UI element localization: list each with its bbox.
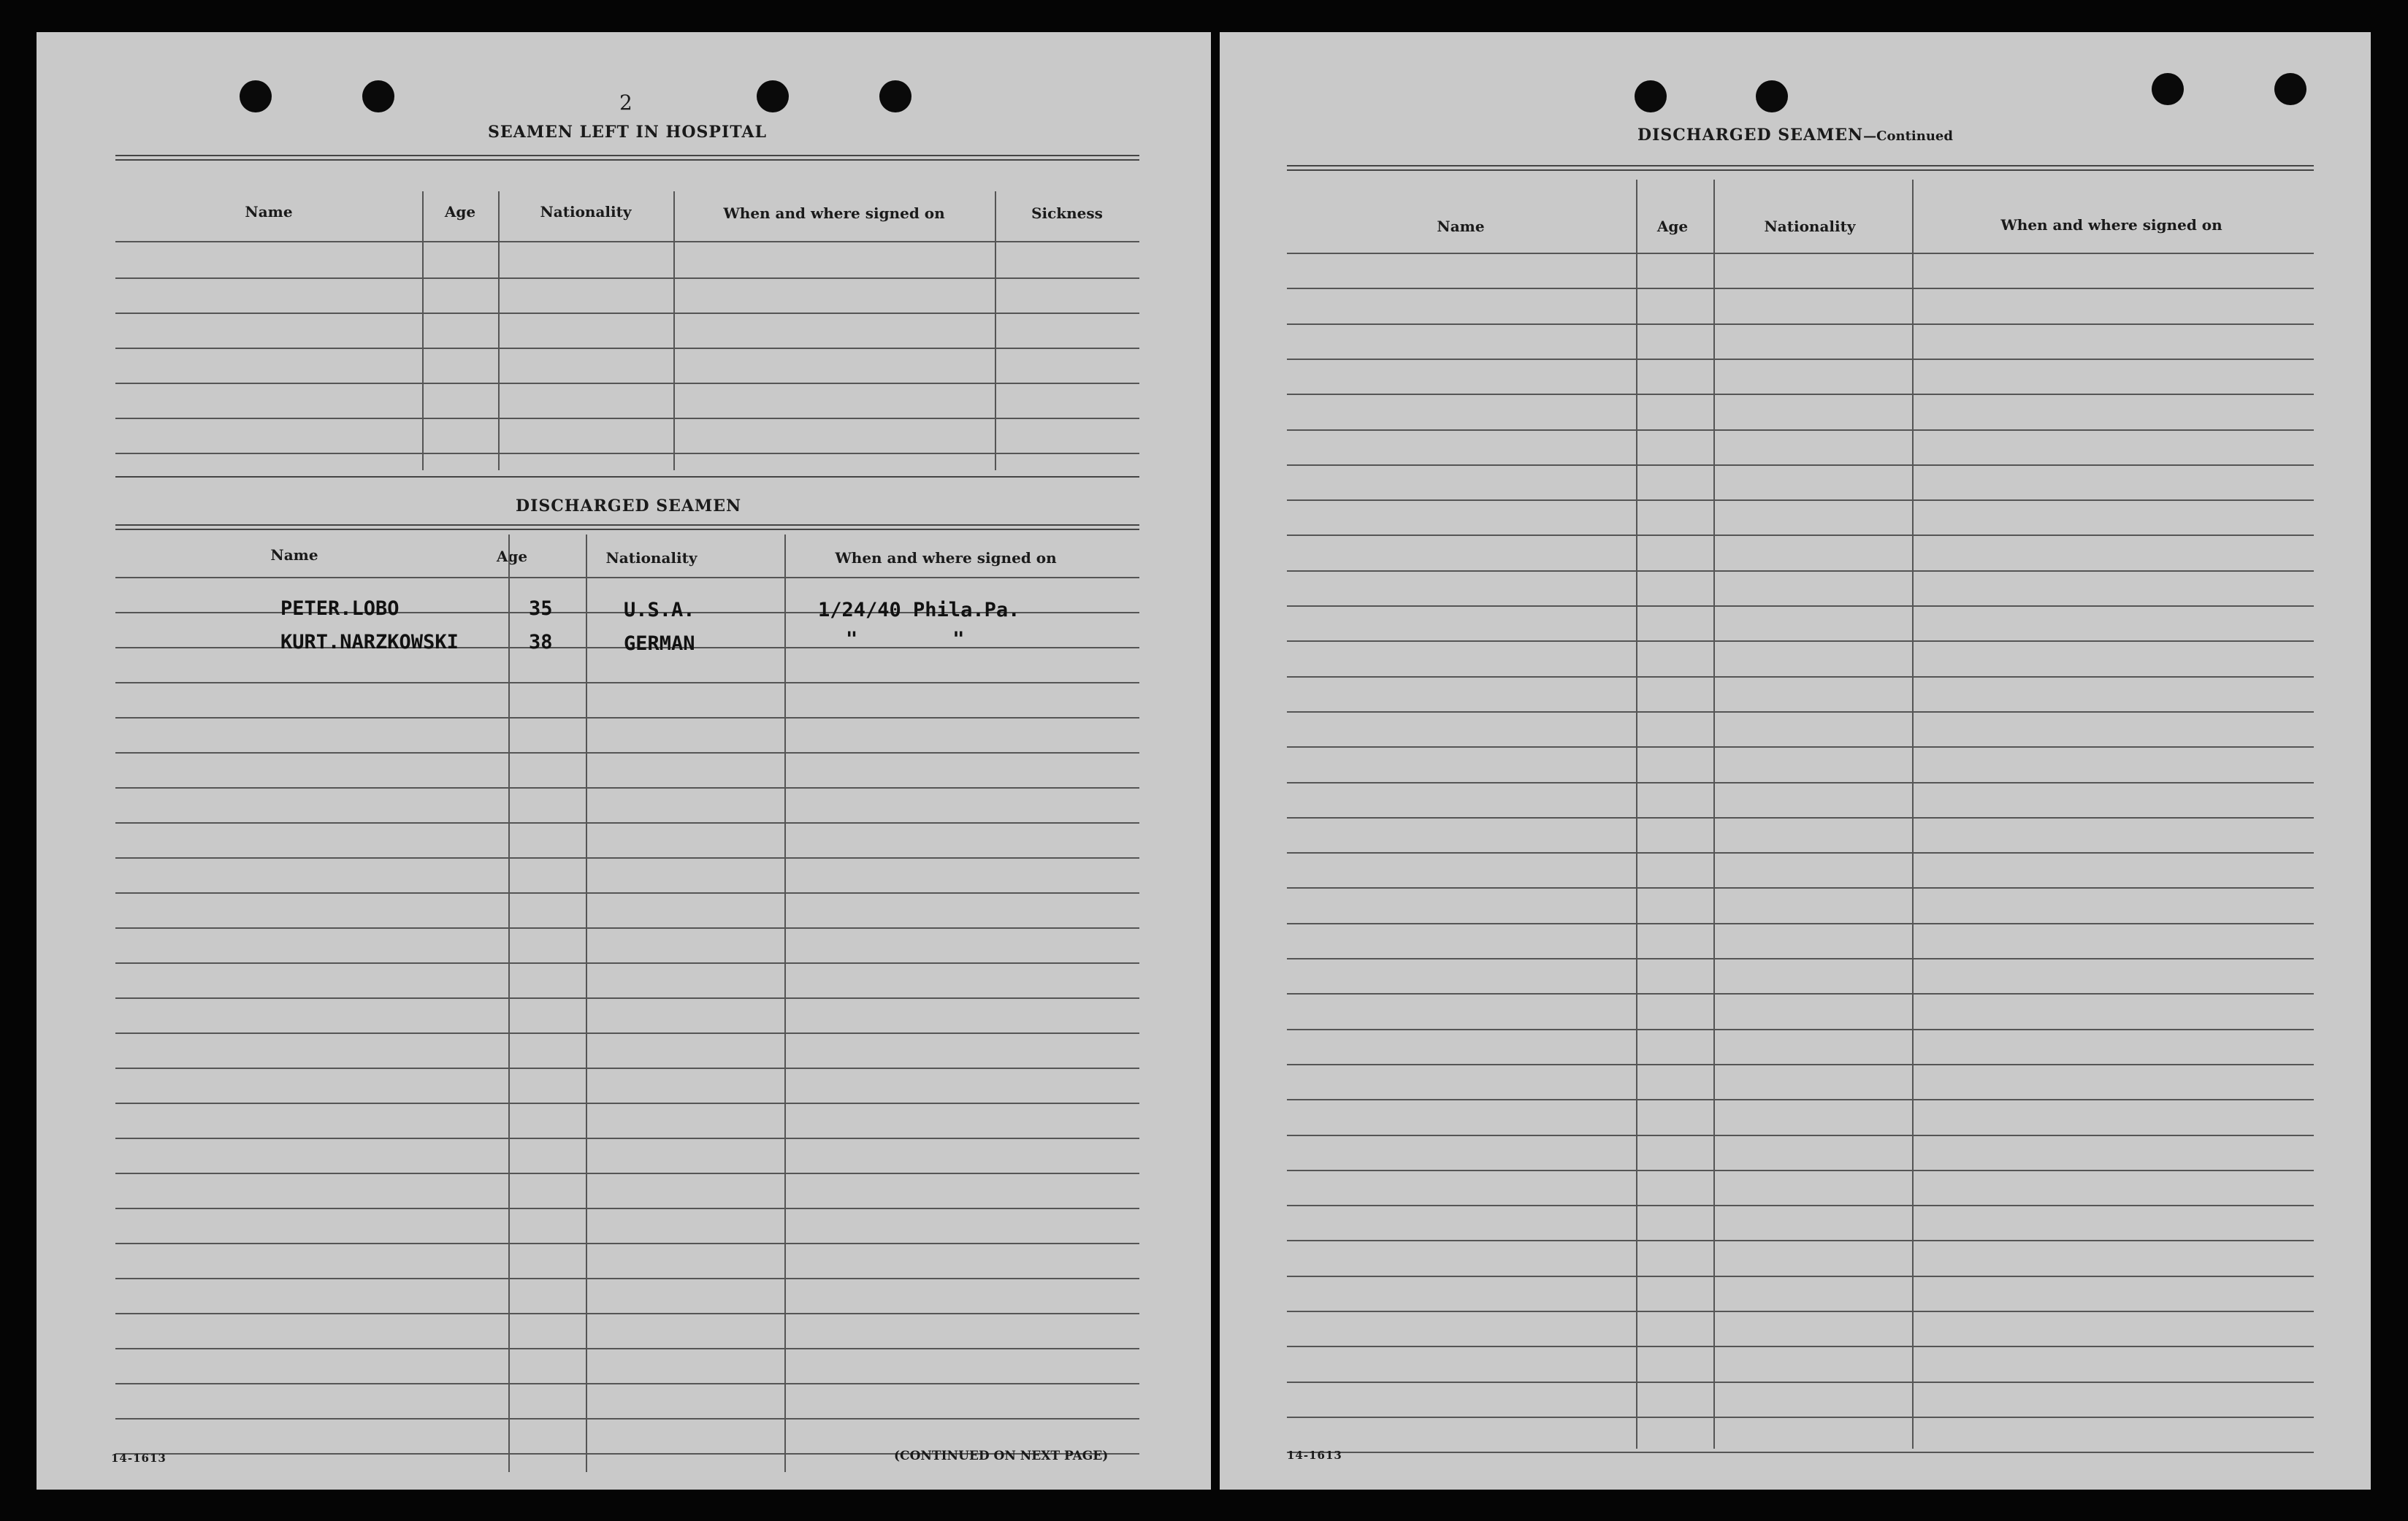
discharged-row-2-age: 38 [529, 631, 553, 654]
discharged-row-1-age: 35 [529, 597, 553, 620]
punch-hole [757, 80, 789, 112]
right-page [1220, 32, 2371, 1490]
right-title: DISCHARGED SEAMEN—Continued [1637, 126, 1953, 145]
punch-hole [1635, 80, 1667, 112]
right-discharged-table [1287, 165, 2314, 1479]
column-header-sickness: Sickness [1031, 204, 1103, 222]
discharged-row-2-nationality: GERMAN [624, 632, 695, 655]
discharged-row-2-signed-on: " " [846, 628, 965, 651]
column-header-age: Age [1656, 218, 1689, 235]
punch-hole [1756, 80, 1788, 112]
page-number: 2 [619, 91, 632, 115]
column-header-signed-on: When and where signed on [723, 204, 945, 222]
punch-hole [362, 80, 394, 112]
column-header-name: Name [270, 546, 318, 564]
discharged-title: DISCHARGED SEAMEN [516, 497, 742, 516]
punch-hole [240, 80, 272, 112]
discharged-row-1-name: PETER.LOBO [280, 597, 400, 620]
column-header-name: Name [1437, 218, 1485, 235]
punch-hole [2274, 73, 2306, 105]
column-header-age: Age [496, 548, 528, 565]
column-header-nationality: Nationality [605, 549, 697, 567]
punch-hole [879, 80, 911, 112]
continued-note: (CONTINUED ON NEXT PAGE) [894, 1449, 1109, 1463]
column-header-age: Age [444, 203, 476, 221]
column-header-name: Name [245, 203, 293, 221]
punch-hole [2152, 73, 2184, 105]
hospital-table [115, 155, 1139, 479]
form-number: 14-1613 [1287, 1449, 1342, 1462]
discharged-table [115, 524, 1139, 1474]
hospital-title: SEAMEN LEFT IN HOSPITAL [488, 123, 767, 142]
form-number: 14-1613 [111, 1452, 167, 1465]
left-page [37, 32, 1211, 1490]
column-header-signed-on: When and where signed on [2000, 216, 2222, 234]
discharged-row-2-name: KURT.NARZKOWSKI [280, 631, 459, 654]
discharged-row-1-nationality: U.S.A. [624, 599, 695, 621]
column-header-signed-on: When and where signed on [835, 549, 1057, 567]
column-header-nationality: Nationality [1764, 218, 1856, 235]
column-header-nationality: Nationality [540, 203, 632, 221]
discharged-row-1-signed-on: 1/24/40 Phila.Pa. [818, 599, 1020, 621]
